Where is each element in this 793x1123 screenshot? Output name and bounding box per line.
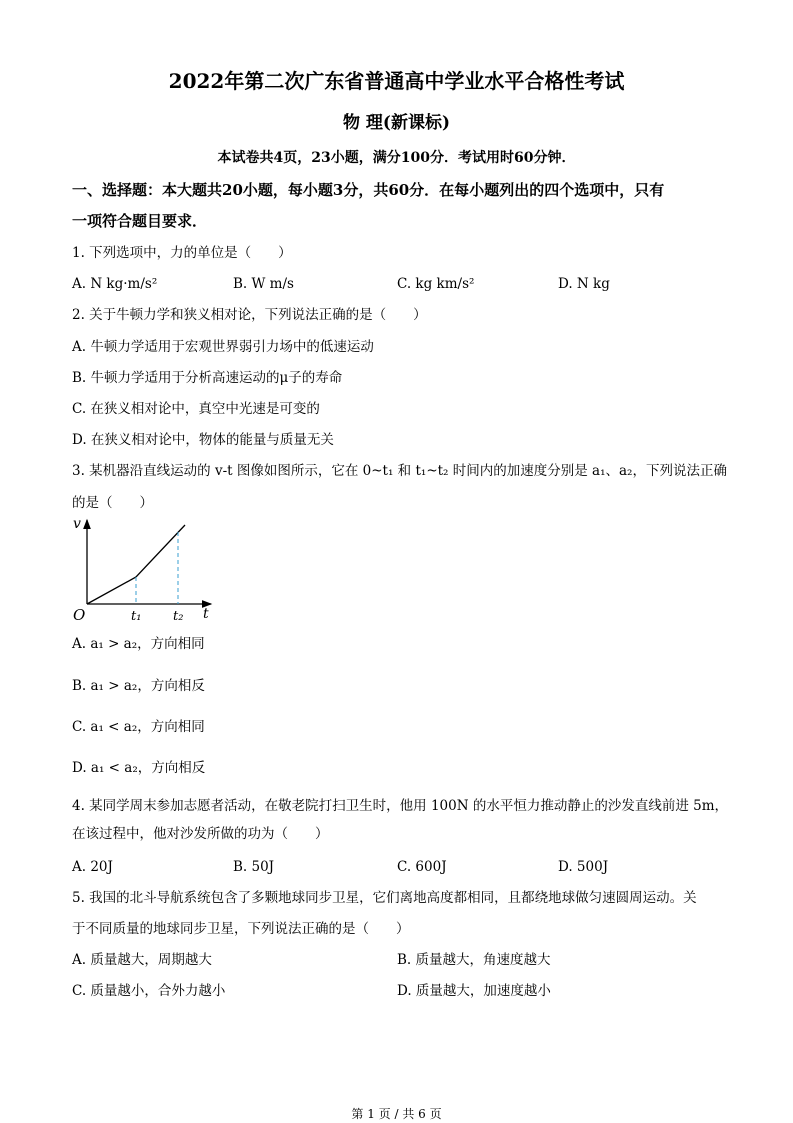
q1-option-a: A. N kg·m/s² xyxy=(72,276,158,292)
q4-option-c: C. 600J xyxy=(397,859,447,875)
v-label: v xyxy=(73,516,81,532)
page-footer: 第 1 页 / 共 6 页 xyxy=(351,1107,442,1121)
q2-stem: 2. 关于牛顿力学和狭义相对论，下列说法正确的是（ ） xyxy=(72,307,427,323)
q4-stem: 4. 某同学周末参加志愿者活动，在敬老院打扫卫生时，他用 100N 的水平恒力推动静止的沙发直线前进 5m， xyxy=(72,798,729,814)
q3-option-a: A. a₁ > a₂，方向相同 xyxy=(72,636,205,652)
q2-option-c: C. 在狭义相对论中，真空中光速是可变的 xyxy=(72,401,320,417)
q5-option-d: D. 质量越大，加速度越小 xyxy=(397,983,551,999)
q3-option-d: D. a₁ < a₂，方向相反 xyxy=(72,760,206,776)
t2-label: t₂ xyxy=(173,609,184,624)
q3-stem-cont: 的是（ ） xyxy=(72,495,153,511)
q5-option-c: C. 质量越小，合外力越小 xyxy=(72,983,226,999)
q3-option-c: C. a₁ < a₂，方向相同 xyxy=(72,719,205,735)
q5-option-a: A. 质量越大，周期越大 xyxy=(72,952,212,968)
q5-stem: 5. 我国的北斗导航系统包含了多颗地球同步卫星，它们离地高度都相同，且都绕地球做匀速圆周运动。关 xyxy=(72,890,697,906)
q4-option-d: D. 500J xyxy=(558,859,609,875)
q4-stem-cont: 在该过程中，他对沙发所做的功为（ ） xyxy=(72,826,329,842)
q4-option-a: A. 20J xyxy=(72,859,113,875)
t-label: t xyxy=(203,606,209,622)
section-heading-cont: 一项符合题目要求． xyxy=(72,212,208,230)
section-heading: 一、选择题：本大题共20小题，每小题3分，共60分．在每小题列出的四个选项中，只有 xyxy=(72,181,665,199)
q3-stem: 3. 某机器沿直线运动的 v-t 图像如图所示，它在 0~t₁ 和 t₁~t₂ 时间内的加速度分别是 a₁、a₂，下列说法正确 xyxy=(72,463,727,479)
q1-option-d: D. N kg xyxy=(558,276,610,292)
q1-option-b: B. W m/s xyxy=(233,276,294,292)
q3-option-b: B. a₁ > a₂，方向相反 xyxy=(72,678,205,694)
origin-label: O xyxy=(73,606,86,624)
q5-option-b: B. 质量越大，角速度越大 xyxy=(397,952,551,968)
exam-title: 2022年第二次广东省普通高中学业水平合格性考试 xyxy=(168,69,625,93)
t1-label: t₁ xyxy=(131,609,142,624)
q5-stem-cont: 于不同质量的地球同步卫星，下列说法正确的是（ ） xyxy=(72,921,410,937)
exam-info: 本试卷共4页，23小题，满分100分．考试用时60分钟． xyxy=(217,150,576,166)
exam-subtitle: 物 理(新课标) xyxy=(342,113,450,133)
q1-stem: 1. 下列选项中，力的单位是（ ） xyxy=(72,245,292,261)
q2-option-a: A. 牛顿力学适用于宏观世界弱引力场中的低速运动 xyxy=(72,339,374,355)
q1-option-c: C. kg km/s² xyxy=(397,276,475,292)
q2-option-d: D. 在狭义相对论中，物体的能量与质量无关 xyxy=(72,432,334,448)
vt-graph xyxy=(65,510,225,630)
q2-option-b: B. 牛顿力学适用于分析高速运动的μ子的寿命 xyxy=(72,370,343,386)
q4-option-b: B. 50J xyxy=(233,859,275,875)
